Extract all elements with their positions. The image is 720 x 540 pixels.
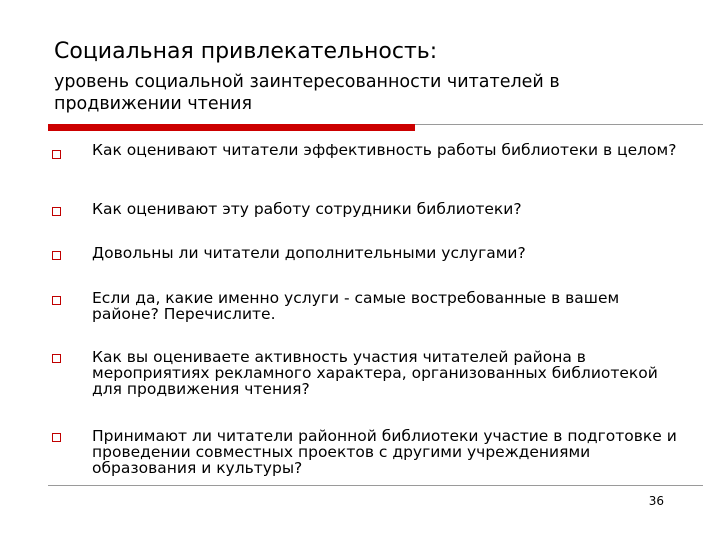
slide-subtitle: уровень социальной заинтересованности читателей в продвижении чтения <box>54 72 560 114</box>
title-accent-bar <box>48 124 415 131</box>
list-item-text: Как оценивают читатели эффективность работы библиотеки в целом? <box>92 141 677 159</box>
square-bullet-icon <box>52 207 61 216</box>
square-bullet-icon <box>52 150 61 159</box>
list-item-text: Как оценивают эту работу сотрудники библиотеки? <box>92 200 522 218</box>
square-bullet-icon <box>52 296 61 305</box>
square-bullet-icon <box>52 251 61 260</box>
list-item-text: Принимают ли читатели районной библиотеки участие в подготовке и проведении совместных проектов с другими учреждениями образования и культуры? <box>92 427 677 477</box>
slide-title: Социальная привлекательность: <box>54 39 438 64</box>
list-item-text: Если да, какие именно услуги - самые востребованные в вашем районе? Перечислите. <box>92 289 620 323</box>
list-item-text: Довольны ли читатели дополнительными услугами? <box>92 244 526 262</box>
page-number: 36 <box>648 494 664 508</box>
square-bullet-icon <box>52 354 61 363</box>
square-bullet-icon <box>52 433 61 442</box>
footer-divider-line <box>48 485 703 486</box>
list-item-text: Как вы оцениваете активность участия читателей района в мероприятиях рекламного характера, организованных библиотекой для продвижения чтения? <box>92 348 658 398</box>
